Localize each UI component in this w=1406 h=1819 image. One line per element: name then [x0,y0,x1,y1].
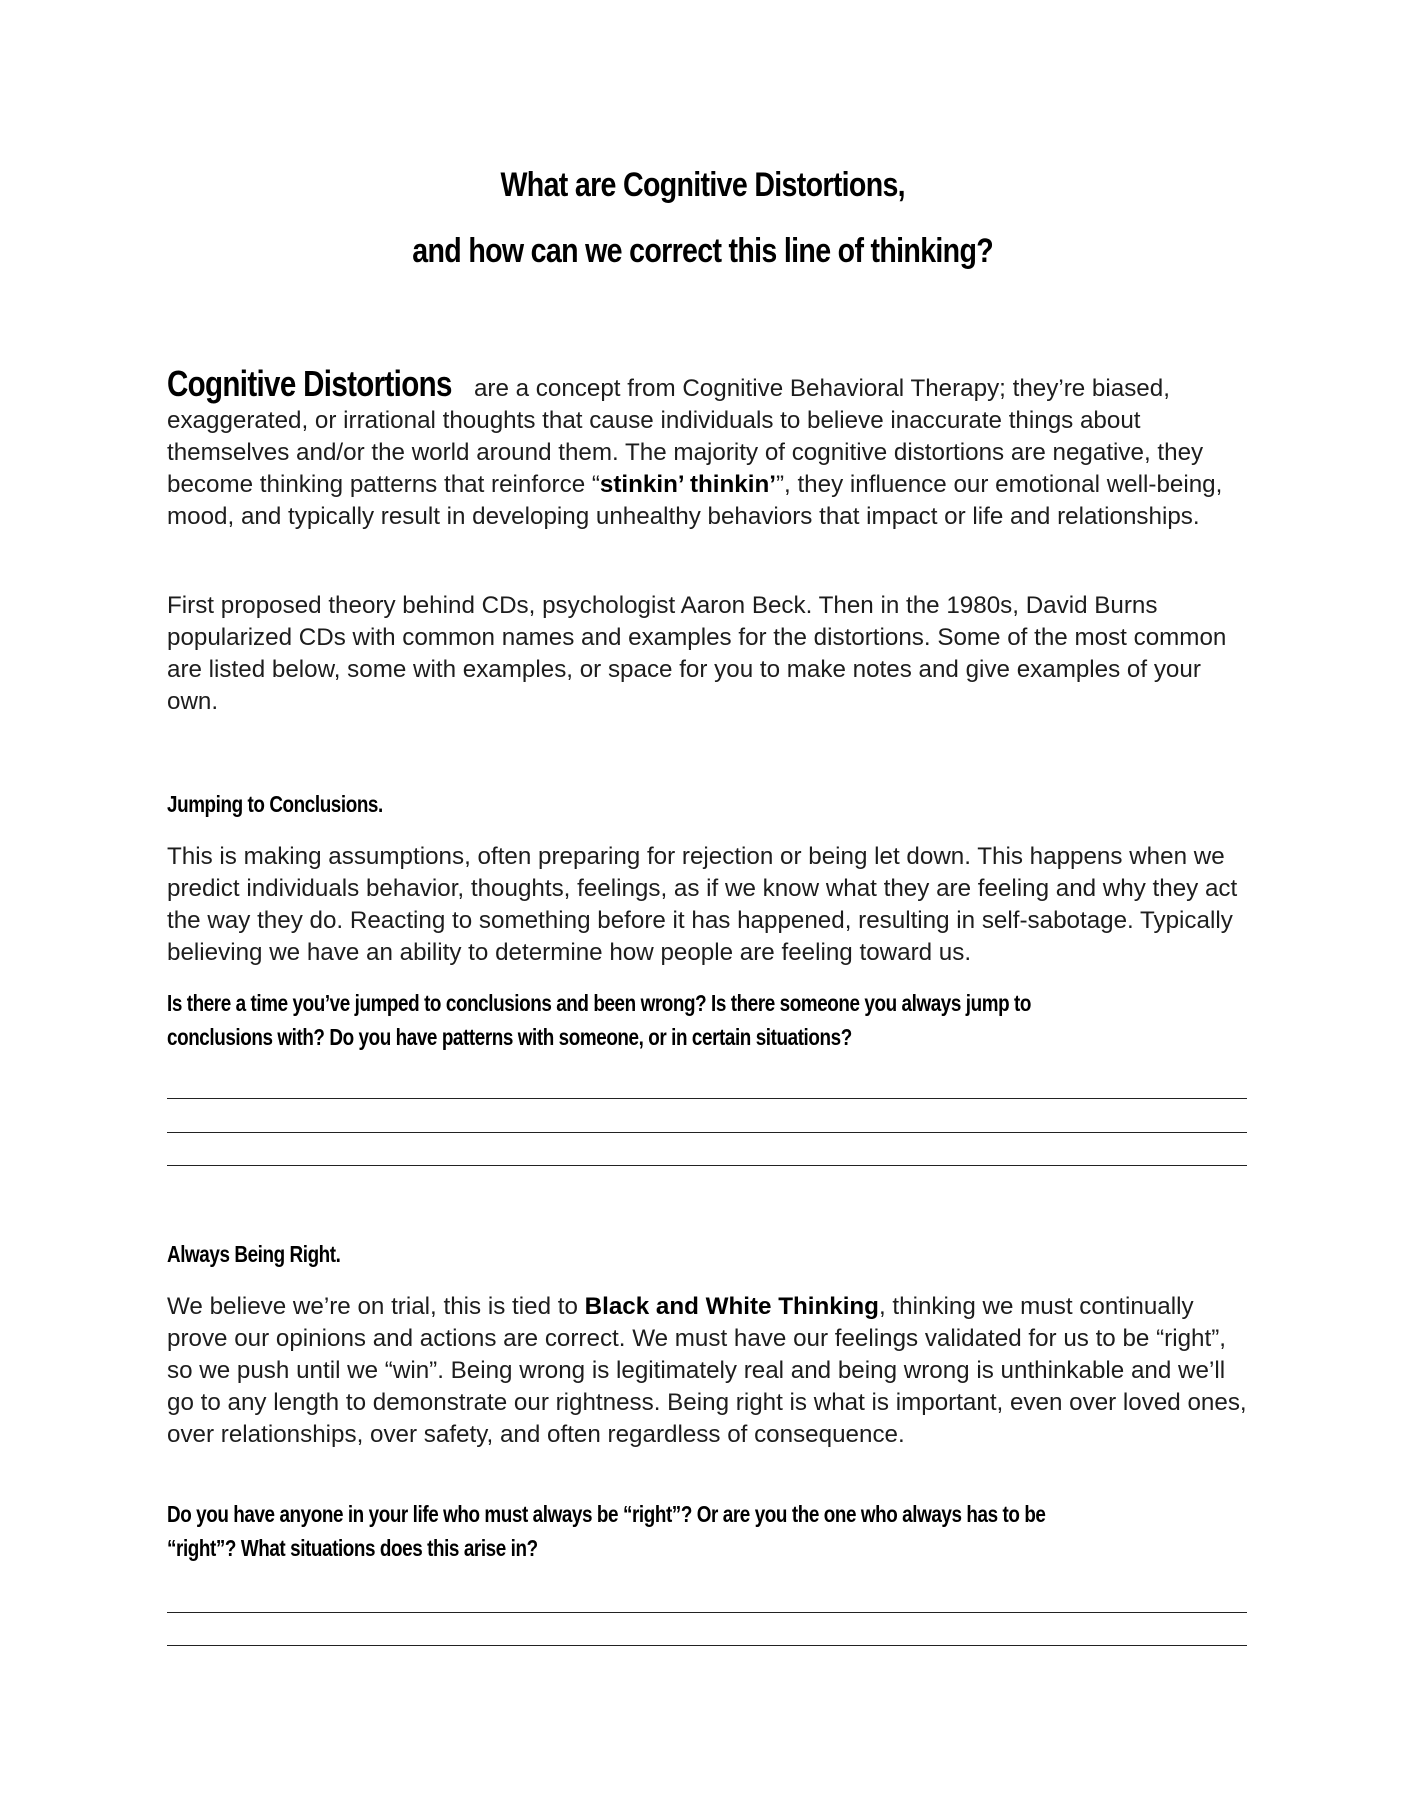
question-line: Is there a time you’ve jumped to conclusions and been wrong? Is there someone you always jump to [167,990,1032,1016]
title-line-1: What are Cognitive Distortions, [500,166,906,204]
answer-line[interactable] [167,1098,1247,1099]
answer-line[interactable] [167,1132,1247,1133]
question-line: “right”? What situations does this arise in? [167,1535,538,1561]
question-jumping-to-conclusions [167,986,1233,1054]
body-bold-phrase: Black and White Thinking [584,1293,879,1320]
intro-bold-phrase: stinkin’ thinkin’ [599,471,776,498]
answer-line[interactable] [167,1645,1247,1646]
section-heading-always-being-right: Always Being Right. [167,1241,341,1267]
title-line-2: and how can we correct this line of thinking? [412,232,994,270]
intro-text-a: are a concept from Cognitive Behavioral Therapy; they’re biased, exaggerated, or irrational thoughts that cause individuals to believe inaccurate things about themselves and/or the world around them. The majority of cognitive distortions are negative, they become thinking patterns that reinforce “ [167,375,1204,498]
section-body-jumping-to-conclusions: This is making assumptions, often preparing for rejection or being let down. This happens when we predict individuals behavior, thoughts, feelings, as if we know what they are feeling and why they act the way they do. Reacting to something before it has happened, resulting in self-sabotage. Typically believing we have an ability to determine how people are feeling toward us. [167,843,1238,966]
question-line: Do you have anyone in your life who must always be “right”? Or are you the one who always has to be [167,1501,1046,1527]
body-text-a: We believe we’re on trial, this is tied to [167,1293,585,1320]
intro-lead-term: Cognitive Distortions [167,363,452,404]
body-text-b: , thinking we must continually prove our opinions and actions are correct. We must have our feelings validated for us to be “right”, so we push until we “win”. Being wrong is legitimately real and being wrong is unthinkable and we’ll go to any length to demonstrate our rightness. Being right is what is important, even over loved ones, over relationships, over safety, and often regardless of consequence. [167,1293,1247,1448]
intro-paragraph-2: First proposed theory behind CDs, psychologist Aaron Beck. Then in the 1980s, David Burns popularized CDs with common names and examples for the distortions. Some of the most common are listed below, some with examples, or space for you to make notes and give examples of your own. [167,592,1227,715]
answer-line[interactable] [167,1165,1247,1166]
question-line: conclusions with? Do you have patterns with someone, or in certain situations? [167,1024,852,1050]
intro-text-b: ”, they influence our emotional well-being, mood, and typically result in developing unhealthy behaviors that impact or life and relationships. [167,471,1223,530]
question-always-being-right [167,1497,1233,1565]
section-heading-jumping-to-conclusions: Jumping to Conclusions. [167,791,383,817]
section-body-always-being-right [167,1291,1247,1451]
answer-line[interactable] [167,1612,1247,1613]
intro-paragraph-1 [167,363,1247,533]
